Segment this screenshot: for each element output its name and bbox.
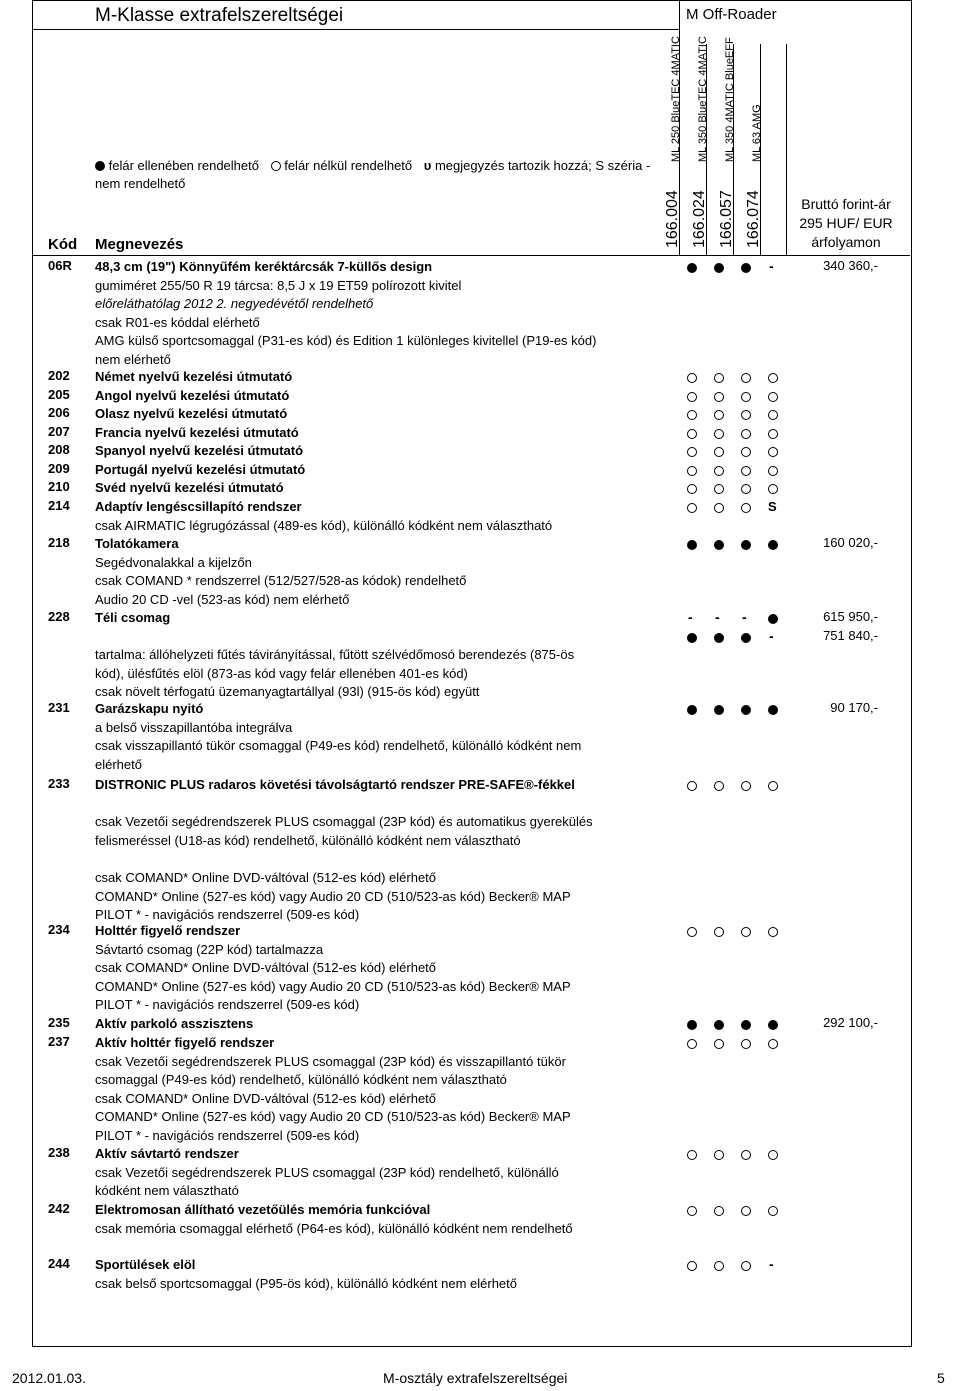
filled-circle-icon [687, 540, 697, 550]
legend-note: megjegyzés tartozik hozzá; [434, 158, 592, 173]
availability-cell [733, 628, 759, 646]
open-circle-icon [687, 503, 697, 513]
open-circle-icon [714, 1039, 724, 1049]
filled-circle-icon [768, 614, 778, 624]
availability-cell [679, 776, 705, 794]
open-circle-icon [687, 429, 697, 439]
open-circle-icon [714, 927, 724, 937]
option-code: 209 [48, 461, 70, 476]
open-circle-icon [741, 503, 751, 513]
open-circle-icon [714, 410, 724, 420]
option-note: csak COMAND* Online DVD-váltóval (512-es kód) elérhető [95, 960, 437, 976]
option-title: Portugál nyelvű kezelési útmutató [95, 462, 306, 477]
open-circle-icon [271, 161, 281, 171]
availability-cell [679, 368, 705, 386]
standard-icon: S [768, 499, 777, 514]
option-description [95, 1256, 680, 1293]
availability-cell [733, 535, 759, 553]
availability-cell [679, 1015, 705, 1033]
note-icon: υ [423, 158, 432, 173]
open-circle-icon [741, 392, 751, 402]
option-description [95, 1145, 680, 1201]
option-code: 208 [48, 442, 70, 457]
model-name: ML 350 BlueTEC 4MATIC [697, 36, 709, 162]
open-circle-icon [687, 373, 697, 383]
filled-circle-icon [741, 540, 751, 550]
option-description [95, 1201, 680, 1238]
column-header-code: Kód [48, 236, 78, 253]
availability-cell [706, 700, 732, 718]
availability-cell [679, 405, 705, 423]
legend-not-available: - nem rendelhető [95, 158, 651, 191]
availability-cell [679, 628, 705, 646]
dash-icon: - [769, 627, 774, 644]
dash-icon: - [688, 609, 693, 625]
model-code: 166.004 [664, 190, 681, 248]
filled-circle-icon [714, 263, 724, 273]
availability-cell [760, 1256, 786, 1274]
open-circle-icon [687, 392, 697, 402]
open-circle-icon [714, 429, 724, 439]
filled-circle-icon [714, 540, 724, 550]
option-note: csomaggal (P49-es kód) rendelhető, különálló kódként nem választható [95, 1072, 507, 1088]
open-circle-icon [687, 781, 697, 791]
header-bottom-rule [32, 255, 910, 256]
availability-cell [706, 922, 732, 940]
availability-cell [706, 387, 732, 405]
availability-cell [733, 1034, 759, 1052]
availability-cell [706, 461, 732, 479]
filled-circle-icon [741, 705, 751, 715]
price-header-line: árfolyamon [811, 234, 881, 250]
option-code: 210 [48, 479, 70, 494]
availability-cell [733, 387, 759, 405]
availability-cell [733, 1145, 759, 1163]
legend-optional-free: felár nélkül rendelhető [284, 158, 413, 173]
option-title: Elektromosan állítható vezetőülés memória funkcióval [95, 1202, 431, 1217]
legend [95, 157, 675, 193]
option-title: Aktív sávtartó rendszer [95, 1146, 239, 1161]
availability-cell [733, 258, 759, 276]
option-note: kódként nem választható [95, 1183, 239, 1199]
option-code: 202 [48, 368, 70, 383]
column-header-price [790, 195, 902, 252]
open-circle-icon [741, 1039, 751, 1049]
option-note: elérhető [95, 756, 142, 772]
open-circle-icon [741, 927, 751, 937]
availability-cell [706, 258, 732, 276]
option-description [95, 405, 680, 424]
availability-cell [679, 1034, 705, 1052]
availability-cell [706, 1201, 732, 1219]
open-circle-icon [714, 503, 724, 513]
availability-cell [706, 1256, 732, 1274]
option-title: 48,3 cm (19") Könnyűfém keréktárcsák 7-küllős design [95, 259, 433, 274]
open-circle-icon [741, 410, 751, 420]
availability-cell [760, 1034, 786, 1052]
availability-cell [679, 424, 705, 442]
option-code: 242 [48, 1201, 70, 1216]
option-description [95, 424, 680, 443]
model-name: ML 63 AMG [751, 104, 763, 162]
availability-cell [760, 368, 786, 386]
option-code: 233 [48, 776, 70, 791]
option-description [95, 1015, 680, 1034]
option-description [95, 609, 680, 702]
price-header-line: 295 HUF/ EUR [799, 215, 893, 231]
option-note: PILOT * - navigációs rendszerrel (509-es kód) [95, 1127, 360, 1143]
availability-cell [679, 609, 705, 627]
filled-circle-icon [687, 263, 697, 273]
option-title: Garázskapu nyitó [95, 701, 204, 716]
availability-cell [706, 368, 732, 386]
footer-title: M-osztály extrafelszereltségei [383, 1370, 568, 1386]
dash-icon: - [769, 1256, 774, 1272]
availability-cell [706, 628, 732, 646]
price-value: 90 170,- [830, 700, 878, 715]
option-note: COMAND* Online (527-es kód) vagy Audio 20 CD (510/523-as kód) Becker® MAP [95, 1109, 571, 1125]
open-circle-icon [768, 1150, 778, 1160]
availability-cell [760, 498, 786, 516]
availability-cell [679, 700, 705, 718]
availability-cell [679, 1201, 705, 1219]
option-note: kód), ülésfűtés elöl (873-as kód vagy felár ellenében 401-es kód) [95, 665, 468, 681]
option-description [95, 461, 680, 480]
footer-page-number: 5 [937, 1370, 945, 1386]
option-code: 231 [48, 700, 70, 715]
option-title: Spanyol nyelvű kezelési útmutató [95, 443, 304, 458]
legend-standard: S széria [595, 158, 643, 173]
filled-circle-icon [714, 1020, 724, 1030]
open-circle-icon [687, 410, 697, 420]
open-circle-icon [714, 781, 724, 791]
open-circle-icon [687, 447, 697, 457]
open-circle-icon [768, 1039, 778, 1049]
option-code: 214 [48, 498, 70, 513]
open-circle-icon [768, 410, 778, 420]
availability-cell [733, 405, 759, 423]
open-circle-icon [714, 484, 724, 494]
availability-cell [733, 498, 759, 516]
availability-cell [706, 1034, 732, 1052]
option-note: Audio 20 CD -vel (523-as kód) nem elérhető [95, 591, 350, 607]
option-note: csak Vezetői segédrendszerek PLUS csomaggal (23P kód) és automatikus gyerekülés [95, 814, 593, 830]
availability-cell [706, 498, 732, 516]
availability-cell [733, 1015, 759, 1033]
open-circle-icon [687, 1261, 697, 1271]
option-note: nem elérhető [95, 351, 171, 367]
open-circle-icon [768, 392, 778, 402]
open-circle-icon [741, 781, 751, 791]
option-title: Aktív holttér figyelő rendszer [95, 1035, 275, 1050]
open-circle-icon [741, 1261, 751, 1271]
availability-cell [733, 442, 759, 460]
model-name: ML 350 4MATIC BlueEFF [724, 37, 736, 162]
model-code: 166.074 [745, 190, 762, 248]
option-title: DISTRONIC PLUS radaros követési távolságtartó rendszer PRE-SAFE®-fékkel [95, 777, 575, 792]
option-note: felismeréssel (U18-as kód) rendelhető, különálló kódként nem választható [95, 832, 521, 848]
price-value: 751 840,- [823, 627, 878, 643]
filled-circle-icon [714, 705, 724, 715]
option-description [95, 700, 680, 774]
open-circle-icon [687, 1039, 697, 1049]
option-note: tartalma: állóhelyzeti fűtés távirányítással, fűtött szélvédőmosó berendezés (875-ös [95, 647, 575, 663]
option-note: COMAND* Online (527-es kód) vagy Audio 20 CD (510/523-as kód) Becker® MAP [95, 888, 571, 904]
filled-circle-icon [741, 633, 751, 643]
availability-cell [706, 776, 732, 794]
option-code: 238 [48, 1145, 70, 1160]
availability-cell [733, 609, 759, 627]
option-code: 244 [48, 1256, 70, 1271]
availability-cell [679, 387, 705, 405]
option-code: 205 [48, 387, 70, 402]
option-title: Tolatókamera [95, 536, 179, 551]
open-circle-icon [714, 1261, 724, 1271]
option-note: csak R01-es kóddal elérhető [95, 314, 260, 330]
option-note: AMG külső sportcsomaggal (P31-es kód) és Edition 1 különleges kivitellel (P19-es kód) [95, 333, 597, 349]
option-code: 234 [48, 922, 70, 937]
availability-cell [679, 498, 705, 516]
option-note: Segédvonalakkal a kijelzőn [95, 554, 252, 570]
availability-cell [760, 922, 786, 940]
filled-circle-icon [687, 1020, 697, 1030]
availability-cell [733, 479, 759, 497]
open-circle-icon [768, 927, 778, 937]
availability-cell [706, 1145, 732, 1163]
filled-circle-icon [741, 263, 751, 273]
model-series-label: M Off-Roader [686, 6, 777, 23]
legend-optional-paid: felár ellenében rendelhető [108, 158, 259, 173]
open-circle-icon [714, 1150, 724, 1160]
option-note [95, 628, 680, 647]
model-code: 166.057 [718, 190, 735, 248]
price-value: 615 950,- [823, 609, 878, 624]
dash-icon: - [715, 609, 720, 625]
open-circle-icon [768, 1206, 778, 1216]
filled-circle-icon [714, 633, 724, 643]
availability-cell [733, 1256, 759, 1274]
filled-circle-icon [95, 161, 105, 171]
dash-icon: - [769, 258, 774, 274]
option-code: 235 [48, 1015, 70, 1030]
model-name: ML 250 BlueTEC 4MATIC [670, 36, 682, 162]
column-header-name: Megnevezés [95, 236, 184, 253]
option-note: csak memória csomaggal elérhető (P64-es kód), különálló kódként nem rendelhető [95, 1220, 573, 1236]
availability-cell [706, 1015, 732, 1033]
open-circle-icon [768, 429, 778, 439]
availability-cell [733, 1201, 759, 1219]
availability-cell [760, 424, 786, 442]
availability-cell [679, 461, 705, 479]
option-title: Angol nyelvű kezelési útmutató [95, 388, 290, 403]
filled-circle-icon [768, 705, 778, 715]
option-title: Olasz nyelvű kezelési útmutató [95, 406, 288, 421]
open-circle-icon [741, 373, 751, 383]
open-circle-icon [714, 373, 724, 383]
availability-cell [706, 424, 732, 442]
option-description [95, 258, 680, 370]
filled-circle-icon [741, 1020, 751, 1030]
price-header-line: Bruttó forint-ár [801, 196, 891, 212]
price-value: 292 100,- [823, 1015, 878, 1030]
open-circle-icon [741, 484, 751, 494]
page-title: M-Klasse extrafelszereltségei [95, 5, 344, 26]
option-title: Sportülések elöl [95, 1257, 196, 1272]
availability-cell [733, 700, 759, 718]
open-circle-icon [687, 1150, 697, 1160]
filled-circle-icon [687, 633, 697, 643]
option-title: Francia nyelvű kezelési útmutató [95, 425, 299, 440]
open-circle-icon [741, 447, 751, 457]
option-note: csak Vezetői segédrendszerek PLUS csomaggal (23P kód) és visszapillantó tükör [95, 1053, 566, 1069]
option-note: csak COMAND* Online DVD-váltóval (512-es kód) elérhető [95, 1090, 437, 1106]
option-note: COMAND* Online (527-es kód) vagy Audio 20 CD (510/523-as kód) Becker® MAP [95, 978, 571, 994]
header-top-rule [32, 29, 680, 30]
open-circle-icon [741, 1206, 751, 1216]
availability-cell [760, 776, 786, 794]
availability-cell [760, 442, 786, 460]
option-description [95, 776, 680, 925]
option-description [95, 922, 680, 1015]
open-circle-icon [714, 1206, 724, 1216]
option-title: Svéd nyelvű kezelési útmutató [95, 480, 284, 495]
open-circle-icon [768, 781, 778, 791]
option-description [95, 387, 680, 406]
availability-cell [733, 368, 759, 386]
availability-cell [706, 405, 732, 423]
option-title: Adaptív lengéscsillapító rendszer [95, 499, 302, 514]
open-circle-icon [768, 373, 778, 383]
availability-cell [760, 405, 786, 423]
option-note [95, 795, 680, 814]
open-circle-icon [768, 484, 778, 494]
availability-cell [760, 1145, 786, 1163]
option-note: csak Vezetői segédrendszerek PLUS csomaggal (23P kód) rendelhető, különálló [95, 1164, 559, 1180]
option-note [95, 850, 680, 869]
option-code: 207 [48, 424, 70, 439]
open-circle-icon [687, 1206, 697, 1216]
option-code: 06R [48, 258, 72, 273]
option-code: 228 [48, 609, 70, 624]
open-circle-icon [687, 927, 697, 937]
option-note: gumiméret 255/50 R 19 tárcsa: 8,5 J x 19 ET59 polírozott kivitel [95, 277, 462, 293]
option-note: a belső visszapillantóba integrálva [95, 719, 293, 735]
option-description [95, 442, 680, 461]
availability-cell [760, 1201, 786, 1219]
option-description [95, 479, 680, 498]
open-circle-icon [687, 466, 697, 476]
availability-cell [760, 387, 786, 405]
availability-cell [679, 535, 705, 553]
model-code: 166.024 [691, 190, 708, 248]
model-column-header [745, 44, 789, 254]
availability-cell [760, 479, 786, 497]
availability-cell [706, 442, 732, 460]
open-circle-icon [714, 447, 724, 457]
option-description [95, 368, 680, 387]
option-note: PILOT * - navigációs rendszerrel (509-es kód) [95, 997, 360, 1013]
option-note: csak növelt térfogatú üzemanyagtartállyal (93l) (915-ös kód) együtt [95, 684, 480, 700]
availability-cell [733, 776, 759, 794]
option-note: csak belső sportcsomaggal (P95-ös kód), különálló kódként nem elérhető [95, 1275, 518, 1291]
availability-cell [706, 479, 732, 497]
option-title: Holttér figyelő rendszer [95, 923, 241, 938]
option-code: 237 [48, 1034, 70, 1049]
availability-cell [706, 535, 732, 553]
filled-circle-icon [768, 540, 778, 550]
availability-cell [679, 479, 705, 497]
option-description [95, 498, 680, 535]
availability-cell [679, 922, 705, 940]
footer-date: 2012.01.03. [12, 1370, 86, 1386]
open-circle-icon [741, 466, 751, 476]
price-value: 340 360,- [823, 258, 878, 273]
open-circle-icon [741, 429, 751, 439]
option-description [95, 1034, 680, 1146]
availability-cell [760, 461, 786, 479]
dash-icon: - [742, 609, 747, 625]
option-note: csak COMAND* Online DVD-váltóval (512-es kód) elérhető [95, 869, 437, 885]
option-title: Német nyelvű kezelési útmutató [95, 369, 293, 384]
option-note: előreláthatólag 2012 2. negyedévétől rendelhető [95, 296, 374, 312]
option-code: 218 [48, 535, 70, 550]
open-circle-icon [714, 466, 724, 476]
availability-cell [733, 461, 759, 479]
option-note: PILOT * - navigációs rendszerrel (509-es kód) [95, 907, 360, 923]
option-note: csak COMAND * rendszerrel (512/527/528-as kódok) rendelhető [95, 573, 467, 589]
availability-cell [733, 424, 759, 442]
availability-cell [679, 258, 705, 276]
open-circle-icon [741, 1150, 751, 1160]
open-circle-icon [768, 466, 778, 476]
open-circle-icon [714, 392, 724, 402]
option-note: csak AIRMATIC légrugózással (489-es kód), különálló kódként nem választható [95, 517, 553, 533]
option-title: Aktív parkoló asszisztens [95, 1016, 254, 1031]
availability-cell [679, 1256, 705, 1274]
option-note: Sávtartó csomag (22P kód) tartalmazza [95, 941, 324, 957]
option-title: Téli csomag [95, 610, 171, 625]
open-circle-icon [768, 447, 778, 457]
filled-circle-icon [687, 705, 697, 715]
availability-cell [679, 1145, 705, 1163]
availability-cell [706, 609, 732, 627]
filled-circle-icon [768, 1020, 778, 1030]
price-value: 160 020,- [823, 535, 878, 550]
option-note: csak visszapillantó tükör csomaggal (P49-es kód) rendelhető, különálló kódként nem [95, 738, 582, 754]
option-description [95, 535, 680, 609]
open-circle-icon [687, 484, 697, 494]
availability-cell [679, 442, 705, 460]
availability-cell [733, 922, 759, 940]
option-code: 206 [48, 405, 70, 420]
